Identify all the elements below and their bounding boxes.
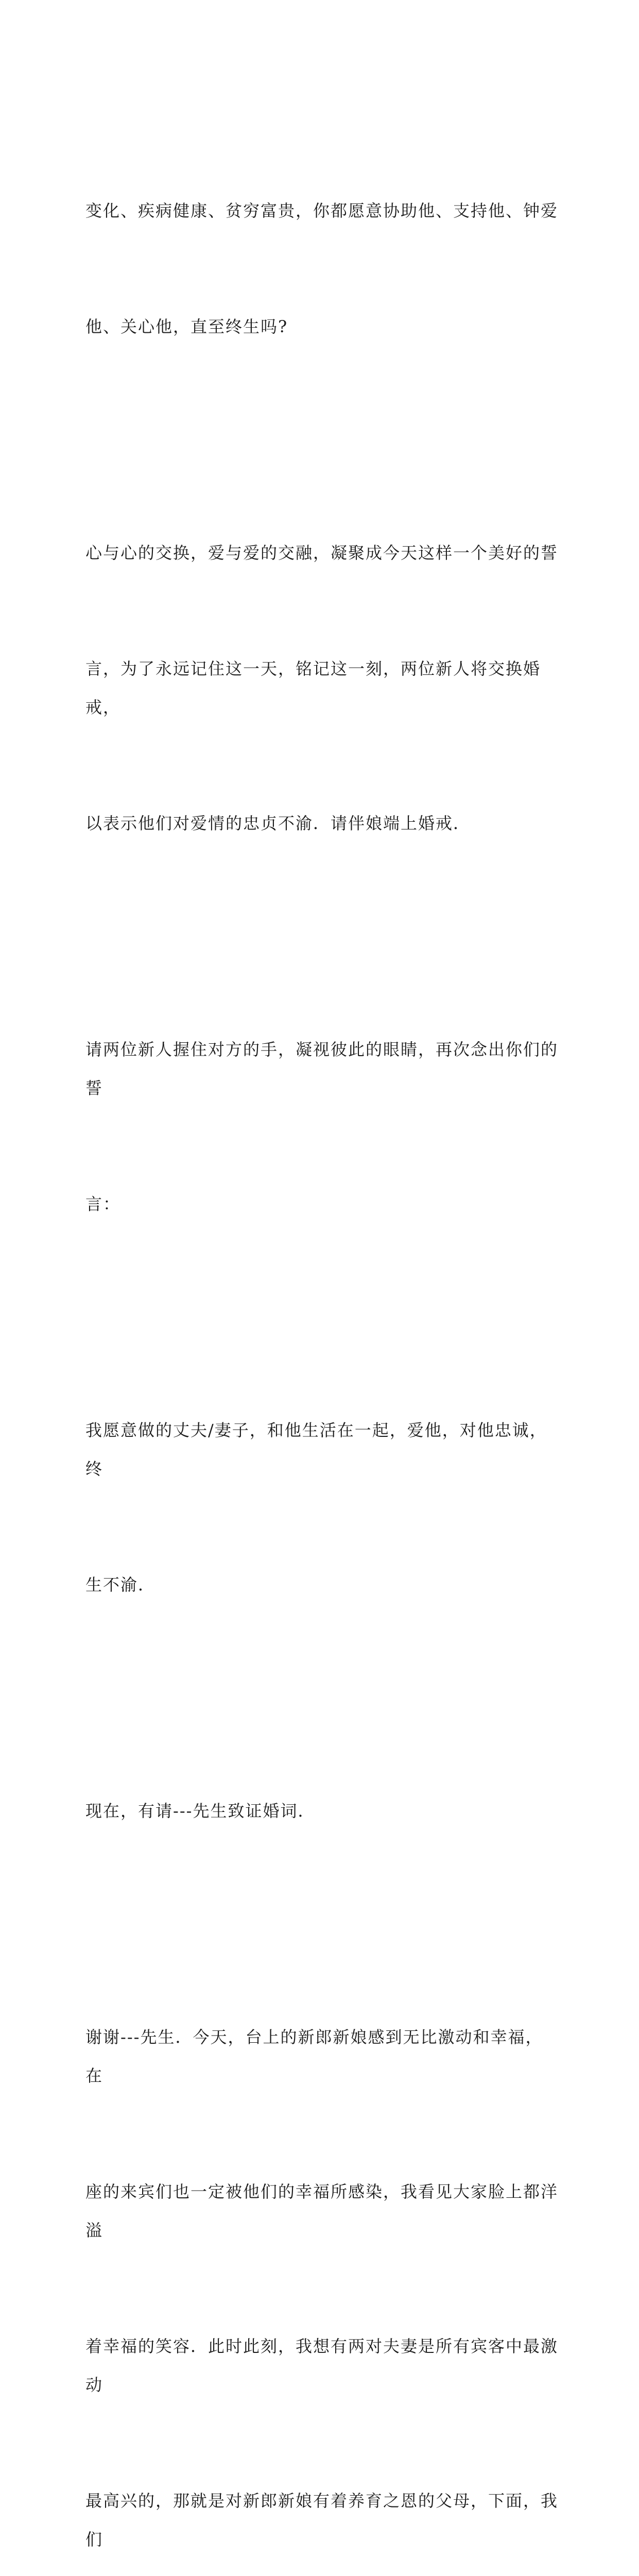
paragraph-6-line-2: 座的来宾们也一定被他们的幸福所感染，我看见大家脸上都洋溢	[85, 2182, 559, 2240]
paragraph-1-line-1: 变化、疾病健康、贫穷富贵，你都愿意协助他、支持他、钟爱	[85, 201, 559, 221]
paragraph-6-line-3: 着幸福的笑容．此时此刻，我想有两对夫妻是所有宾客中最激动	[85, 2336, 559, 2395]
paragraph-5-line-1: 现在，有请---先生致证婚词．	[85, 1801, 316, 1821]
paragraph-6-line-1: 谢谢---先生．今天，台上的新郎新娘感到无比激动和幸福，在	[85, 2027, 543, 2086]
paragraph-3	[85, 953, 560, 1301]
paragraph-spacer	[85, 1682, 560, 1715]
paragraph-4	[85, 1334, 560, 1682]
paragraph-1-line-2: 他、关心他，直至终生吗?	[85, 317, 288, 336]
paragraph-spacer	[85, 1301, 560, 1334]
paragraph-spacer	[85, 1908, 560, 1941]
paragraph-1	[85, 114, 560, 423]
paragraph-5	[85, 1715, 560, 1908]
paragraph-2	[85, 456, 560, 920]
paragraph-2-line-2: 言，为了永远记住这一天，铭记这一刻，两位新人将交换婚戒，	[85, 659, 541, 717]
paragraph-3-line-2: 言：	[85, 1194, 121, 1214]
paragraph-2-line-3: 以表示他们对爱情的忠贞不渝．请伴娘端上婚戒．	[85, 814, 471, 833]
paragraph-4-line-1: 我愿意做的丈夫/妻子，和他生活在一起，爱他，对他忠诚，终	[85, 1420, 547, 1479]
paragraph-spacer	[85, 423, 560, 456]
document-body	[85, 114, 560, 2576]
paragraph-4-line-2: 生不渝．	[85, 1575, 156, 1595]
paragraph-6	[85, 1941, 560, 2576]
paragraph-6-line-4: 最高兴的，那就是对新郎新娘有着养育之恩的父母，下面，我们	[85, 2491, 559, 2549]
paragraph-spacer	[85, 920, 560, 953]
paragraph-2-line-1: 心与心的交换，爱与爱的交融，凝聚成今天这样一个美好的誓	[85, 543, 559, 563]
paragraph-3-line-1: 请两位新人握住对方的手，凝视彼此的眼睛，再次念出你们的誓	[85, 1040, 559, 1098]
